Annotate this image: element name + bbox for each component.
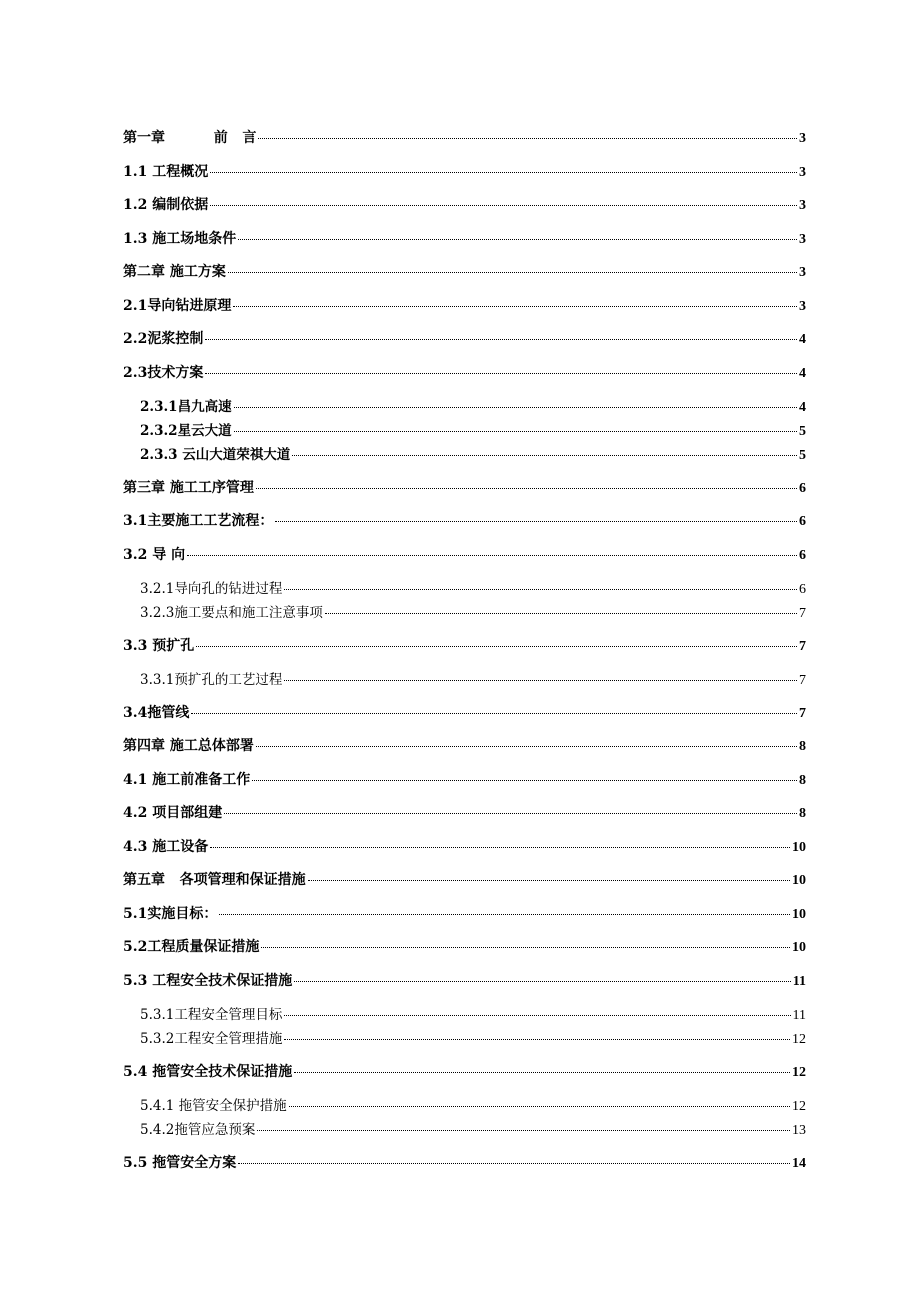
toc-entry-page: 6 <box>799 481 806 496</box>
toc-entry-page: 10 <box>792 840 806 855</box>
dot-leader <box>284 1039 790 1040</box>
toc-entry[interactable] <box>123 194 806 214</box>
dot-leader <box>187 555 797 556</box>
toc-entry-page: 10 <box>792 940 806 955</box>
dot-leader <box>294 1072 790 1073</box>
toc-entry[interactable] <box>123 328 806 348</box>
toc-entry[interactable] <box>140 1027 806 1048</box>
toc-entry[interactable] <box>123 635 806 655</box>
toc-entry-label: 2.3技术方案 <box>123 365 204 381</box>
toc-entry-page: 12 <box>792 1032 806 1047</box>
toc-entry-label: 2.3.3 云山大道荣祺大道 <box>140 447 291 463</box>
toc-entry-label: 2.3.1昌九高速 <box>140 399 232 415</box>
toc-entry-page: 7 <box>799 706 806 721</box>
toc-entry[interactable] <box>123 261 806 281</box>
toc-entry-page: 12 <box>792 1099 806 1114</box>
toc-entry-page: 3 <box>799 165 806 180</box>
toc-entry[interactable] <box>123 936 806 956</box>
toc-entry[interactable] <box>123 836 806 856</box>
toc-entry-label: 4.1 施工前准备工作 <box>123 772 251 788</box>
toc-entry[interactable] <box>140 1003 806 1024</box>
toc-entry[interactable] <box>140 601 806 622</box>
dot-leader <box>234 407 797 408</box>
toc-entry-page: 7 <box>799 639 806 654</box>
dot-leader <box>210 205 797 206</box>
toc-entry-page: 8 <box>799 773 806 788</box>
toc-entry[interactable] <box>123 735 806 755</box>
dot-leader <box>238 1163 790 1164</box>
toc-entry-label: 5.3 工程安全技术保证措施 <box>123 973 293 989</box>
toc-entry[interactable] <box>123 295 806 315</box>
toc-entry[interactable] <box>140 395 806 416</box>
toc-entry[interactable] <box>140 1118 806 1139</box>
dot-leader <box>292 455 797 456</box>
toc-entry-label: 第一章 前 言 <box>123 130 257 146</box>
dot-leader <box>258 138 797 139</box>
toc-entry[interactable] <box>140 577 806 598</box>
toc-entry-page: 10 <box>792 873 806 888</box>
dot-leader <box>224 813 797 814</box>
dot-leader <box>196 646 797 647</box>
dot-leader <box>275 521 797 522</box>
toc-entry-label: 第三章 施工工序管理 <box>123 480 254 496</box>
dot-leader <box>219 914 790 915</box>
dot-leader <box>256 746 797 747</box>
toc-entry-page: 6 <box>799 582 806 597</box>
toc-entry-page: 11 <box>792 974 806 989</box>
toc-entry[interactable] <box>140 443 806 464</box>
toc-entry[interactable] <box>123 1152 806 1172</box>
toc-entry[interactable] <box>123 903 806 923</box>
toc-entry[interactable] <box>123 362 806 382</box>
toc-entry[interactable] <box>123 1061 806 1081</box>
toc-entry[interactable] <box>123 769 806 789</box>
dot-leader <box>284 1015 790 1016</box>
toc-entry-label: 5.5 拖管安全方案 <box>123 1155 237 1171</box>
toc-entry-page: 3 <box>799 265 806 280</box>
dot-leader <box>205 373 797 374</box>
toc-entry-label: 2.1导向钻进原理 <box>123 298 232 314</box>
toc-entry-page: 13 <box>792 1123 806 1138</box>
toc-entry-page: 11 <box>792 1008 806 1023</box>
toc-entry[interactable] <box>123 228 806 248</box>
dot-leader <box>284 680 797 681</box>
dot-leader <box>228 272 797 273</box>
toc-entry-page: 12 <box>792 1065 806 1080</box>
dot-leader <box>205 339 797 340</box>
toc-entry-page: 7 <box>799 606 806 621</box>
toc-entry-label: 第五章 各项管理和保证措施 <box>123 872 306 888</box>
dot-leader <box>256 488 797 489</box>
dot-leader <box>325 613 797 614</box>
toc-entry-label: 4.3 施工设备 <box>123 839 209 855</box>
toc-entry-label: 3.3.1预扩孔的工艺过程 <box>140 672 283 688</box>
toc-entry-page: 3 <box>799 232 806 247</box>
dot-leader <box>252 780 797 781</box>
toc-entry-label: 3.4拖管线 <box>123 705 190 721</box>
toc-entry[interactable] <box>140 419 806 440</box>
toc-entry-label: 3.2.1导向孔的钻进过程 <box>140 581 283 597</box>
toc-entry[interactable] <box>123 970 806 990</box>
dot-leader <box>289 1106 790 1107</box>
toc-entry-label: 5.1实施目标： <box>123 906 218 922</box>
toc-entry-label: 5.3.1工程安全管理目标 <box>140 1007 283 1023</box>
toc-entry-page: 6 <box>799 548 806 563</box>
toc-entry-label: 1.1 工程概况 <box>123 164 209 180</box>
dot-leader <box>210 847 790 848</box>
toc-entry-page: 8 <box>799 739 806 754</box>
toc-entry-label: 3.1主要施工工艺流程： <box>123 513 274 529</box>
toc-entry-label: 5.4.2拖管应急预案 <box>140 1122 256 1138</box>
toc-entry-page: 6 <box>799 514 806 529</box>
toc-entry-page: 5 <box>799 424 806 439</box>
toc-entry-label: 5.4.1 拖管安全保护措施 <box>140 1098 287 1114</box>
toc-entry-page: 8 <box>799 806 806 821</box>
dot-leader <box>210 172 797 173</box>
dot-leader <box>308 880 790 881</box>
toc-entry[interactable] <box>123 477 806 497</box>
toc-entry-label: 5.4 拖管安全技术保证措施 <box>123 1064 293 1080</box>
toc-entry-page: 3 <box>799 299 806 314</box>
dot-leader <box>191 713 797 714</box>
toc-entry[interactable] <box>123 869 806 889</box>
dot-leader <box>257 1130 790 1131</box>
toc-entry-label: 第二章 施工方案 <box>123 264 226 280</box>
dot-leader <box>284 589 797 590</box>
toc-entry-label: 3.3 预扩孔 <box>123 638 195 654</box>
toc-entry-label: 4.2 项目部组建 <box>123 805 223 821</box>
toc-entry-label: 5.2工程质量保证措施 <box>123 939 260 955</box>
toc-entry-page: 3 <box>799 131 806 146</box>
toc-entry-page: 4 <box>799 366 806 381</box>
toc-entry-label: 3.2.3施工要点和施工注意事项 <box>140 605 323 621</box>
toc-entry-label: 2.3.2星云大道 <box>140 423 232 439</box>
toc-entry-label: 1.2 编制依据 <box>123 197 209 213</box>
toc-entry[interactable] <box>140 668 806 689</box>
dot-leader <box>233 306 797 307</box>
dot-leader <box>238 239 797 240</box>
toc-entry[interactable] <box>123 127 806 147</box>
toc-entry-label: 2.2泥浆控制 <box>123 331 204 347</box>
toc-entry[interactable] <box>123 702 806 722</box>
toc-entry-label: 1.3 施工场地条件 <box>123 231 237 247</box>
toc-entry-page: 3 <box>799 198 806 213</box>
toc-entry-page: 7 <box>799 673 806 688</box>
toc-entry[interactable] <box>123 510 806 530</box>
dot-leader <box>234 431 797 432</box>
toc-entry-page: 10 <box>792 907 806 922</box>
toc-entry[interactable] <box>140 1094 806 1115</box>
toc-entry-page: 5 <box>799 448 806 463</box>
toc-entry[interactable] <box>123 544 806 564</box>
toc-entry[interactable] <box>123 802 806 822</box>
toc-entry-label: 3.2 导 向 <box>123 547 186 563</box>
toc-entry-page: 4 <box>799 332 806 347</box>
toc-entry-page: 4 <box>799 400 806 415</box>
toc-entry-label: 第四章 施工总体部署 <box>123 738 254 754</box>
toc-entry[interactable] <box>123 161 806 181</box>
dot-leader <box>261 947 790 948</box>
toc-entry-page: 14 <box>792 1156 806 1171</box>
toc-entry-label: 5.3.2工程安全管理措施 <box>140 1031 283 1047</box>
dot-leader <box>294 981 791 982</box>
